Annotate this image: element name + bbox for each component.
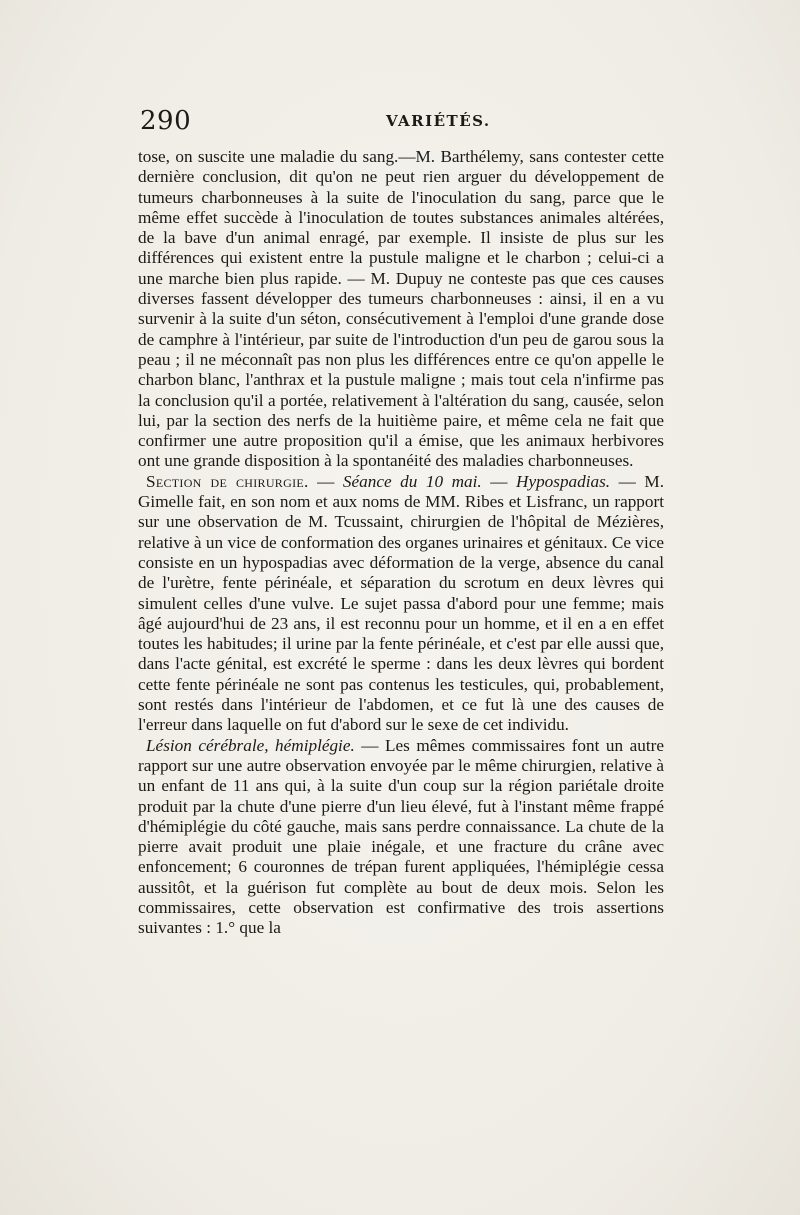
paragraph-lesion-cerebrale: [138, 736, 664, 939]
running-head: VARIÉTÉS.: [386, 112, 491, 130]
page-number: 290: [140, 106, 192, 136]
dash-separator: —: [308, 471, 343, 491]
dash-separator: —: [354, 735, 386, 755]
section-heading: Section de chirurgie.: [146, 471, 309, 491]
paragraph-hypospadias: [138, 472, 664, 736]
dash-separator: —: [610, 471, 645, 491]
body-text: [138, 147, 664, 939]
paragraph-text: tose, on suscite une maladie du sang.—M. Barthélemy, sans contester cette dernière conclusion, dit qu'on ne peut rien arguer du développement de tumeurs charbonneuses à la suite de l'inoculation du sang, parce que le même effet succède à l'inoculation de toutes substances animales altérées, de la bave d'un animal enragé, par exemple. Il insiste de plus sur les différences qui existent entre la pustule maligne et le charbon ; celui-ci a une marche bien plus rapide. — M. Dupuy ne conteste pas que ces causes diverses fassent développer des tumeurs charbonneuses : ainsi, il en a vu survenir à la suite d'un séton, consécutivement à l'emploi d'une grande dose de camphre à l'intérieur, par suite de l'introduction d'un peu de garou sous la peau ; il ne méconnaît pas non plus les différences entre ce qu'on appelle le charbon blanc, l'anthrax et la pustule maligne ; mais tout cela n'infirme pas la conclusion qu'il a portée, relativement à l'altération du sang, causée, selon lui, par la section des nerfs de la huitième paire, et même cela ne fait que confirmer une autre proposition qu'il a émise, que les animaux herbivores ont une grande disposition à la spontanéité des maladies charbonneuses.: [138, 147, 664, 471]
topic-heading: Lésion cérébrale, hémiplégie.: [146, 735, 355, 755]
page-header: [140, 106, 680, 136]
dash-separator: —: [481, 471, 517, 491]
topic-heading: Hypospadias.: [516, 471, 611, 491]
paragraph-text: Les mêmes commissaires font un autre rapport sur une autre observation envoyée par le même chirurgien, relative à un enfant de 11 ans qui, à la suite d'un coup sur la région pariétale droite produit par la chute d'une pierre d'un lieu élevé, fut à l'instant même frappé d'hémiplégie du côté gauche, mais sans perdre connaissance. La chute de la pierre avait produit une plaie inégale, et une fracture du crâne avec enfoncement; 6 couronnes de trépan furent appliquées, l'hémiplégie cessa aussitôt, et la guérison fut complète au bout de deux mois. Selon les commissaires, cette observation est confirmative des trois assertions suivantes : 1.° que la: [138, 735, 664, 938]
paragraph-text: M. Gimelle fait, en son nom et aux noms de MM. Ribes et Lisfranc, un rapport sur une observation de M. Tcussaint, chirurgien de l'hôpital de Mézières, relative à un vice de conformation des organes urinaires et génitaux. Ce vice consiste en un hypospadias avec déformation de la verge, absence du canal de l'urètre, fente périnéale, et séparation du scrotum en deux lèvres qui simulent celles d'une vulve. Le sujet passa d'abord pour une femme; mais âgé aujourd'hui de 23 ans, il est reconnu pour un homme, et il en a en effet toutes les habitudes; il urine par la fente périnéale, et c'est par elle aussi que, dans l'acte génital, est excrété le sperme : dans les deux lèvres qui bordent cette fente périnéale ne sont pas contenus les testicules, qui, probablement, sont restés dans l'intérieur de l'abdomen, et ce fut là une des causes de l'erreur dans laquelle on fut d'abord sur le sexe de cet individu.: [138, 471, 665, 735]
seance-date: Séance du 10 mai.: [342, 471, 482, 491]
paragraph-charbon: [138, 147, 664, 472]
